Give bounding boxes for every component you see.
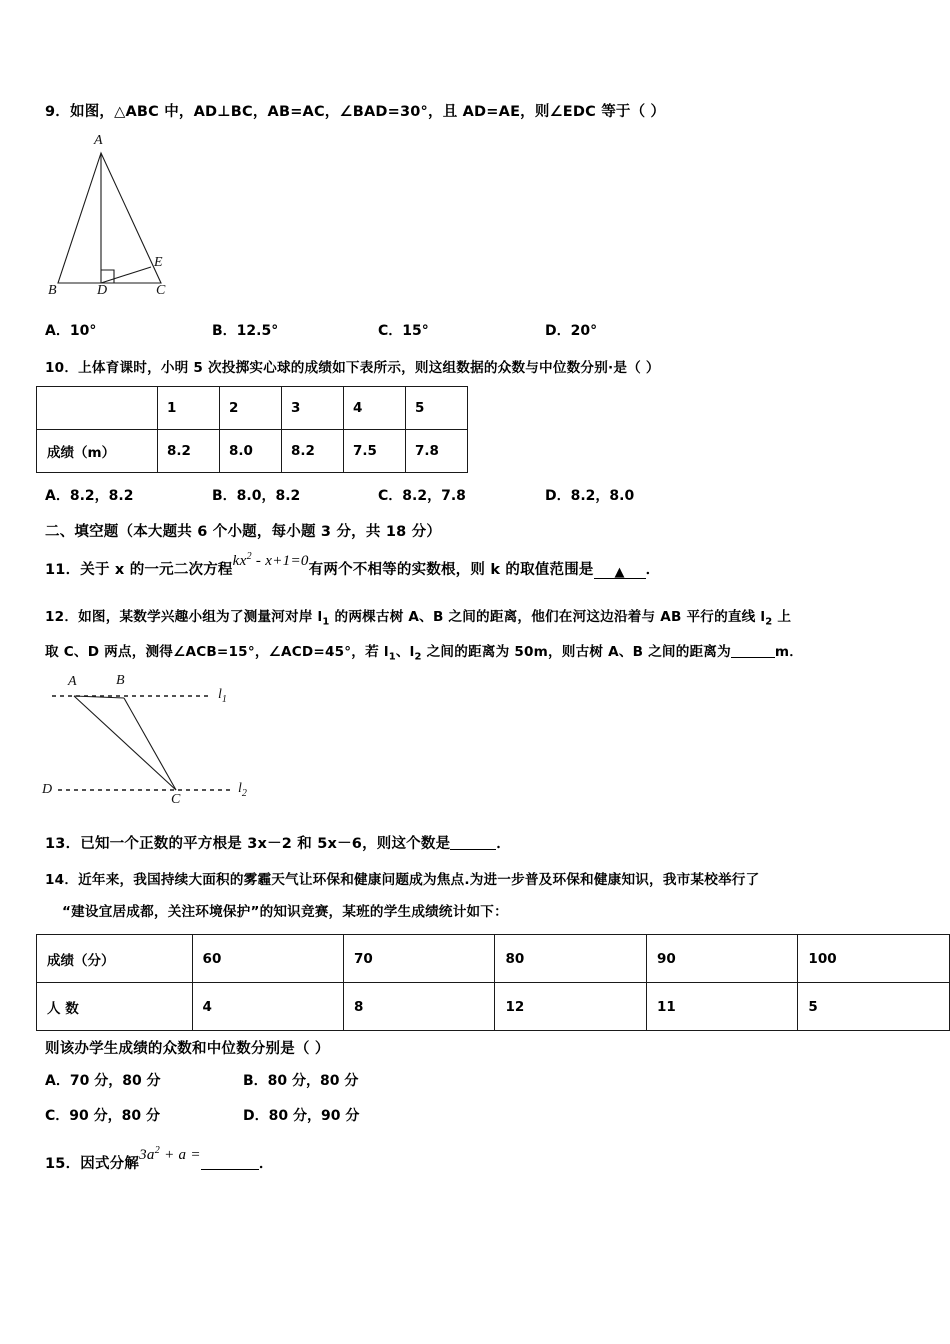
option-b-key: B．: [212, 488, 237, 504]
q12-l2-b: 、l: [395, 644, 415, 660]
option-a-key: A．: [45, 1073, 70, 1089]
question-11-trailing: ．: [645, 562, 661, 578]
question-14-option-d[interactable]: [243, 1105, 359, 1125]
figure-label-b: B: [48, 283, 57, 298]
formula-exponent: 2: [154, 1145, 161, 1156]
table-cell-trial-2: 2: [220, 387, 282, 430]
table-cell-count-90: 11: [646, 983, 797, 1031]
q12-l1-c: 上: [772, 609, 792, 625]
table-row: [37, 935, 950, 983]
option-b-text: 12.5°: [236, 323, 279, 339]
table-row: [37, 387, 468, 430]
question-10-text: 上体育课时，小明 5 次投掷实心球的成绩如下表所示，则这组数据的众数与中位数分别·是（ ）: [78, 360, 660, 376]
figure-label-c: C: [156, 283, 166, 298]
option-a-text: 70 分，80 分: [69, 1073, 161, 1089]
option-c-key: C．: [45, 1108, 70, 1124]
score-distribution-table: [36, 934, 950, 1031]
question-15-formula: [139, 1147, 201, 1163]
question-11-text-after: 有两个不相等的实数根，则 k 的取值范围是: [308, 562, 594, 578]
q12-l2-sub2: 2: [414, 651, 422, 663]
formula-exponent: 2: [246, 551, 252, 562]
triangle-outline: [58, 153, 161, 283]
option-c-text: 15°: [402, 323, 429, 339]
table-cell-score-80: 80: [495, 935, 646, 983]
question-11-answer-blank[interactable]: [594, 564, 646, 579]
q12-l2-c: 之间的距离为 50m，则古树 A、B 之间的距离为: [421, 644, 731, 660]
table-cell-score-90: 90: [646, 935, 797, 983]
table-cell-score-3: 8.2: [282, 430, 344, 473]
segment-bc: [124, 698, 176, 790]
question-13-stem: [45, 832, 511, 853]
table-cell-count-60: 4: [192, 983, 343, 1031]
figure-label-e: E: [154, 255, 163, 270]
q12-l2-sub1: 1: [388, 651, 396, 663]
question-14-prompt: 则该办学生成绩的众数和中位数分别是（ ）: [45, 1041, 330, 1057]
table-cell-count-100: 5: [798, 983, 950, 1031]
shot-put-scores-table: [36, 386, 468, 473]
parallel-lines-figure: [38, 668, 318, 820]
q12-l2-a: 取 C、D 两点，测得∠ACB=15°，∠ACD=45°，若 l: [45, 644, 389, 660]
figure-label-b: B: [116, 673, 125, 688]
q12-l2-d: m．: [774, 644, 804, 660]
option-b-text: 8.0，8.2: [236, 488, 301, 504]
table-cell-score-label: 成绩（m）: [37, 430, 158, 473]
option-d-key: D．: [545, 323, 571, 339]
table-row: [37, 430, 468, 473]
option-c-text: 8.2，7.8: [402, 488, 466, 504]
option-c-key: C．: [378, 488, 403, 504]
option-d-text: 8.2，8.0: [570, 488, 635, 504]
question-15-trailing: ．: [258, 1156, 274, 1172]
table-cell-trial-5: 5: [406, 387, 468, 430]
option-c-key: C．: [378, 323, 403, 339]
table-cell-score-1: 8.2: [158, 430, 220, 473]
question-9-number: 9．: [45, 104, 70, 120]
question-9-text: 如图，△ABC 中，AD⊥BC，AB=AC，∠BAD=30°，且 AD=AE，则∠EDC 等于（ ）: [70, 104, 666, 120]
table-cell-score-4: 7.5: [344, 430, 406, 473]
question-14-stem-line-1: [45, 868, 759, 888]
figure-label-c: C: [171, 792, 181, 807]
q12-l1-sub2: 2: [765, 616, 773, 628]
table-cell-trial-3: 3: [282, 387, 344, 430]
question-15-number: 15．: [45, 1156, 81, 1172]
formula-rest: + a =: [160, 1147, 201, 1163]
question-14-option-c[interactable]: [45, 1105, 160, 1125]
q12-l1-sub1: 1: [322, 616, 330, 628]
q12-l1-a: 如图，某数学兴趣小组为了测量河对岸 l: [78, 609, 323, 625]
option-c-text: 90 分，80 分: [69, 1108, 160, 1124]
question-10-option-a[interactable]: [45, 485, 133, 505]
table-cell-score-2: 8.0: [220, 430, 282, 473]
question-15-text: 因式分解: [80, 1156, 140, 1172]
answer-triangle-mark: ▲: [614, 565, 625, 580]
table-cell-score-100: 100: [798, 935, 950, 983]
option-a-key: A．: [45, 323, 70, 339]
question-13-trailing: ．: [496, 836, 511, 852]
question-11-formula: [233, 553, 309, 569]
question-11-number: 11．: [45, 562, 81, 578]
option-d-text: 80 分，90 分: [268, 1108, 360, 1124]
question-14-number: 14．: [45, 872, 79, 888]
formula-base: 3a: [139, 1147, 155, 1163]
triangle-abc-svg: [44, 131, 234, 306]
question-15-stem: [45, 1145, 274, 1173]
section-title-fill-in-blank: 二、填空题（本大题共 6 个小题，每小题 3 分，共 18 分）: [45, 524, 442, 540]
question-14-option-a[interactable]: [45, 1070, 161, 1090]
option-a-text: 8.2，8.2: [69, 488, 134, 504]
option-d-text: 20°: [570, 323, 598, 339]
question-9-stem: [45, 100, 665, 121]
figure-label-d: D: [97, 283, 108, 298]
table-cell-trial-4: 4: [344, 387, 406, 430]
question-9-option-d[interactable]: [545, 320, 597, 340]
option-b-text: 80 分，80 分: [267, 1073, 359, 1089]
table-cell-header-empty: [37, 387, 158, 430]
question-12-answer-blank[interactable]: [731, 643, 775, 658]
table-cell-count-70: 8: [344, 983, 495, 1031]
table-row: [37, 983, 950, 1031]
question-11-text-before: 关于 x 的一元二次方程: [80, 562, 233, 578]
question-14-option-b[interactable]: [243, 1070, 358, 1090]
question-9-option-a[interactable]: [45, 320, 96, 340]
option-b-key: B．: [212, 323, 237, 339]
table-cell-score-60: 60: [192, 935, 343, 983]
question-12-number: 12．: [45, 609, 79, 625]
figure-label-a: A: [68, 674, 77, 689]
option-b-key: B．: [243, 1073, 268, 1089]
table-cell-score-70: 70: [344, 935, 495, 983]
figure-label-l2: $l_2$: [238, 781, 247, 799]
question-15-answer-blank[interactable]: [201, 1155, 259, 1170]
table-cell-count-80: 12: [495, 983, 646, 1031]
option-a-key: A．: [45, 488, 70, 504]
question-9-option-b[interactable]: [212, 320, 278, 340]
table-cell-score-5: 7.8: [406, 430, 468, 473]
figure-label-a: A: [94, 133, 103, 148]
formula-rest: - x+1=0: [251, 553, 309, 569]
option-a-text: 10°: [69, 323, 97, 339]
question-13-answer-blank[interactable]: [450, 835, 496, 850]
formula-base: kx: [232, 553, 247, 569]
option-d-key: D．: [545, 488, 571, 504]
question-10-option-c[interactable]: [378, 485, 466, 505]
question-13-number: 13．: [45, 836, 81, 852]
question-10-option-b[interactable]: [212, 485, 300, 505]
table-cell-trial-1: 1: [158, 387, 220, 430]
segment-de: [101, 267, 151, 283]
figure-label-l1: $l_1$: [218, 687, 227, 705]
question-9-option-c[interactable]: [378, 320, 429, 340]
question-10-stem: [45, 356, 660, 376]
table-cell-count-label: 人 数: [37, 983, 193, 1031]
table-cell-score-label: 成绩（分）: [37, 935, 193, 983]
question-10-number: 10．: [45, 360, 79, 376]
question-14-text-1: 近年来，我国持续大面积的雾霾天气让环保和健康问题成为焦点.为进一步普及环保和健康知识，我市某校举行了: [78, 872, 760, 888]
question-10-option-d[interactable]: [545, 485, 634, 505]
figure-label-d: D: [42, 782, 53, 797]
q12-l1-b: 的两棵古树 A、B 之间的距离，他们在河这边沿着与 AB 平行的直线 l: [329, 609, 766, 625]
option-d-key: D．: [243, 1108, 269, 1124]
question-14-stem-line-2: “建设宜居成都，关注环境保护”的知识竞赛，某班的学生成绩统计如下：: [62, 904, 508, 920]
question-11-stem: [45, 551, 661, 580]
triangle-abc-figure: [44, 131, 234, 306]
segment-ac: [74, 696, 176, 790]
question-12-stem-line-1: [45, 605, 791, 628]
question-13-text: 已知一个正数的平方根是 3x－2 和 5x－6，则这个数是: [80, 836, 451, 852]
question-12-stem-line-2: [45, 640, 803, 663]
